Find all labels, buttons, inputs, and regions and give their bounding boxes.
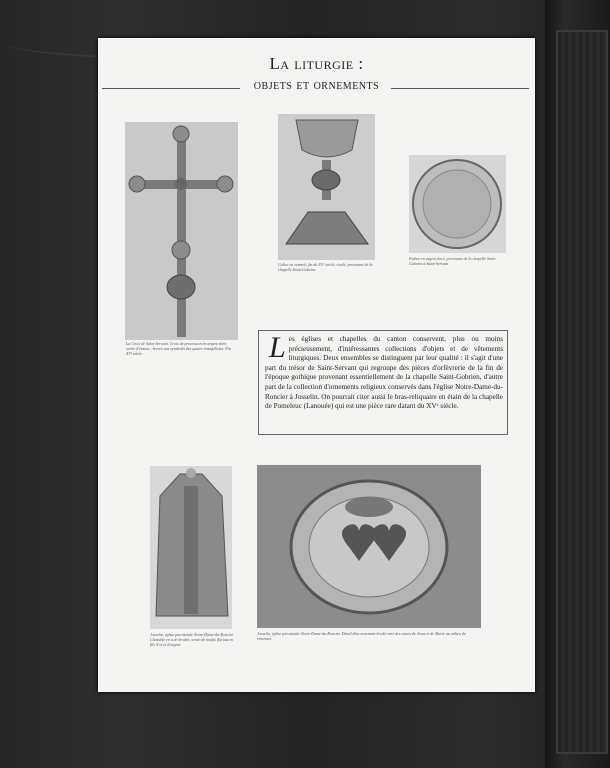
chalice-illustration <box>278 114 375 260</box>
photo-embroidery <box>257 465 481 628</box>
embroidery-illustration <box>257 465 481 628</box>
chasuble-illustration <box>150 466 232 629</box>
caption-paten: Patène en argent doré, provenant de la chapelle Saint-Gobrien à Saint-Servant. <box>409 256 497 266</box>
caption-cross: La Croix de Saint-Servant. Croix de procession en argent doré, ornée d'émaux ; revers aux symboles des quatre évangélistes. Fin XVᵉ siècle. <box>126 341 231 356</box>
photo-paten <box>409 155 506 253</box>
poster-title: La liturgie : <box>269 54 364 73</box>
cross-illustration <box>125 122 238 340</box>
drop-cap: L <box>269 331 286 364</box>
door-panel <box>556 30 608 754</box>
main-text: es églises et chapelles du canton conservent, plus ou moins précieusement, d'intéressantes collections d'objets et de vêtements liturgiques. Deux ensembles se distinguent par leur qualité : il s'agit d'une part du trésor de Saint-Servant qui regroupe des pièces d'orfèvrerie de la fin de l'époque gothique provenant essentiellement de la chapelle Saint-Gobrien, d'autre part de la collection d'ornements religieux conservés dans l'église Notre-Dame-du-Roncier à Josselin. On pourrait citer aussi le bras-reliquaire en étain de la chapelle de Pomeleuc (Lanouée) qui est une pièce rare datant du XVᵉ siècle. <box>265 335 503 411</box>
poster-subtitle: objets et ornements <box>253 78 380 93</box>
photo-chalice <box>278 114 375 260</box>
main-text-box <box>258 330 508 435</box>
exhibition-poster <box>98 38 535 692</box>
caption-chasuble: Josselin, église paroissiale Notre-Dame-du-Roncier. Chasuble en soie brodée, ornée de motifs floraux en fils d'or et d'argent. <box>150 632 234 647</box>
photo-processional-cross <box>125 122 238 340</box>
caption-chalice: Calice en vermeil, fin du XVᵉ siècle, ciselé, provenant de la chapelle Saint-Gobrien. <box>278 262 373 272</box>
caption-embroidery: Josselin, église paroissiale Notre-Dame-du-Roncier. Détail d'un ornement brodé orné des cœurs de Jésus et de Marie au milieu de rinceaux. <box>257 631 466 641</box>
photo-chasuble <box>150 466 232 629</box>
paten-illustration <box>409 155 506 253</box>
